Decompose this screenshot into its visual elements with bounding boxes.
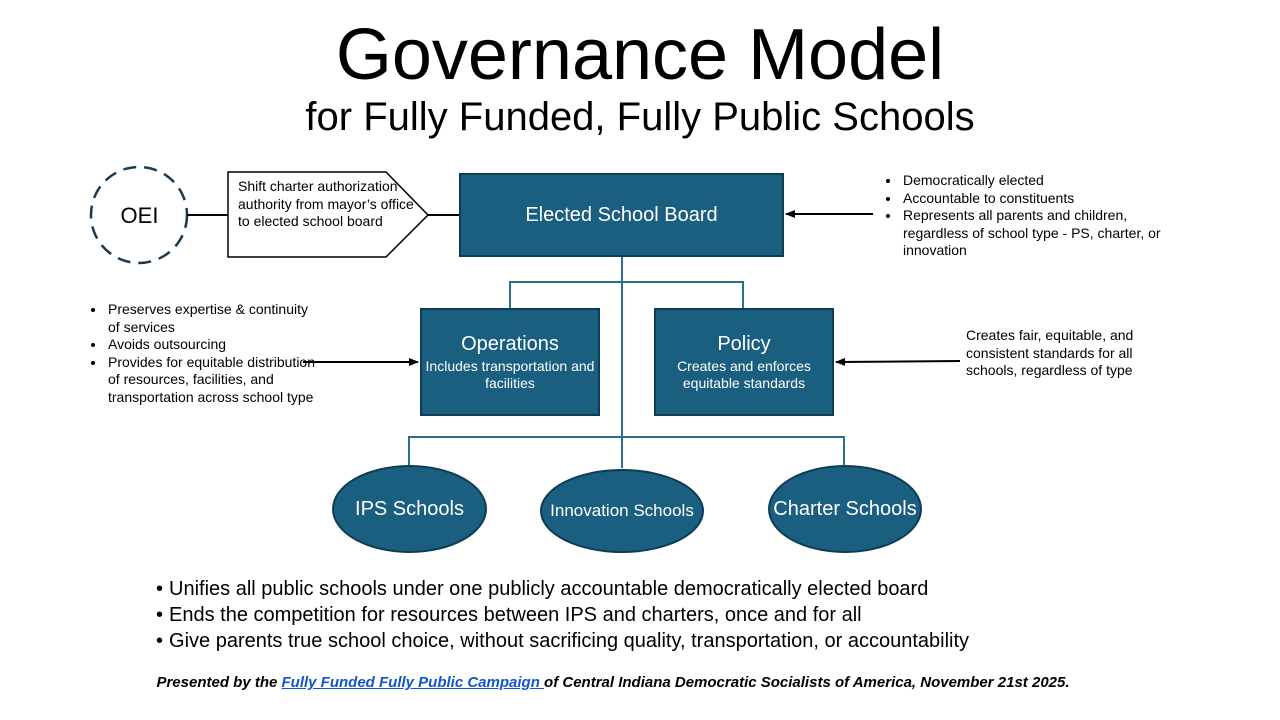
footer-credit — [0, 674, 1226, 691]
summary-item: • Give parents true school choice, without sacrificing quality, transportation, or accountability — [156, 628, 1156, 654]
policy-note: Creates fair, equitable, and consistent standards for all schools, regardless of type — [966, 327, 1134, 378]
summary-item: • Unifies all public schools under one publicly accountable democratically elected board — [156, 576, 1156, 602]
policy-title: Policy — [717, 333, 771, 355]
innovation-schools-label: Innovation Schools — [550, 501, 694, 520]
operations-note: • Provides for equitable distribution of resources, facilities, and transportation across school type — [106, 354, 321, 407]
summary-list — [156, 576, 1156, 654]
board-to-depts-line — [510, 282, 743, 308]
campaign-link[interactable]: Fully Funded Fully Public Campaign — [281, 674, 545, 691]
ips-schools-label: IPS Schools — [355, 497, 464, 520]
board-note: • Democratically elected — [901, 172, 1171, 190]
policy-subtitle: Creates and enforces equitable standards — [677, 358, 811, 391]
board-note: • Represents all parents and children, regardless of school type - PS, charter, or innovation — [901, 207, 1171, 260]
board-notes — [883, 172, 1171, 260]
oei-label: OEI — [120, 202, 159, 228]
footer-suffix: of Central Indiana Democratic Socialists of America, November 21st 2025. — [544, 674, 1070, 691]
operations-note: • Avoids outsourcing — [106, 336, 321, 354]
ips-schools-oval — [332, 465, 487, 553]
footer-prefix: Presented by the — [156, 674, 282, 691]
operations-box — [420, 308, 600, 416]
board-label: Elected School Board — [525, 203, 718, 226]
charter-schools-oval — [768, 465, 922, 553]
summary-item: • Ends the competition for resources between IPS and charters, once and for all — [156, 602, 1156, 628]
operations-subtitle: Includes transportation and facilities — [425, 358, 595, 391]
operations-title: Operations — [461, 333, 559, 355]
operations-note: • Preserves expertise & continuity of services — [106, 301, 321, 336]
innovation-schools-oval — [540, 469, 704, 553]
policy-note-arrow — [836, 361, 960, 362]
board-note: • Accountable to constituents — [901, 190, 1171, 208]
elected-school-board-box — [459, 173, 784, 257]
board-to-schools-line — [409, 437, 844, 465]
shift-note: Shift charter authorization authority from mayor’s office to elected school board — [238, 178, 414, 229]
page-title: Governance Model — [335, 15, 945, 95]
charter-schools-label: Charter Schools — [773, 497, 917, 520]
policy-box — [654, 308, 834, 416]
operations-notes — [88, 301, 321, 406]
page-subtitle: for Fully Funded, Fully Public Schools — [305, 95, 975, 139]
